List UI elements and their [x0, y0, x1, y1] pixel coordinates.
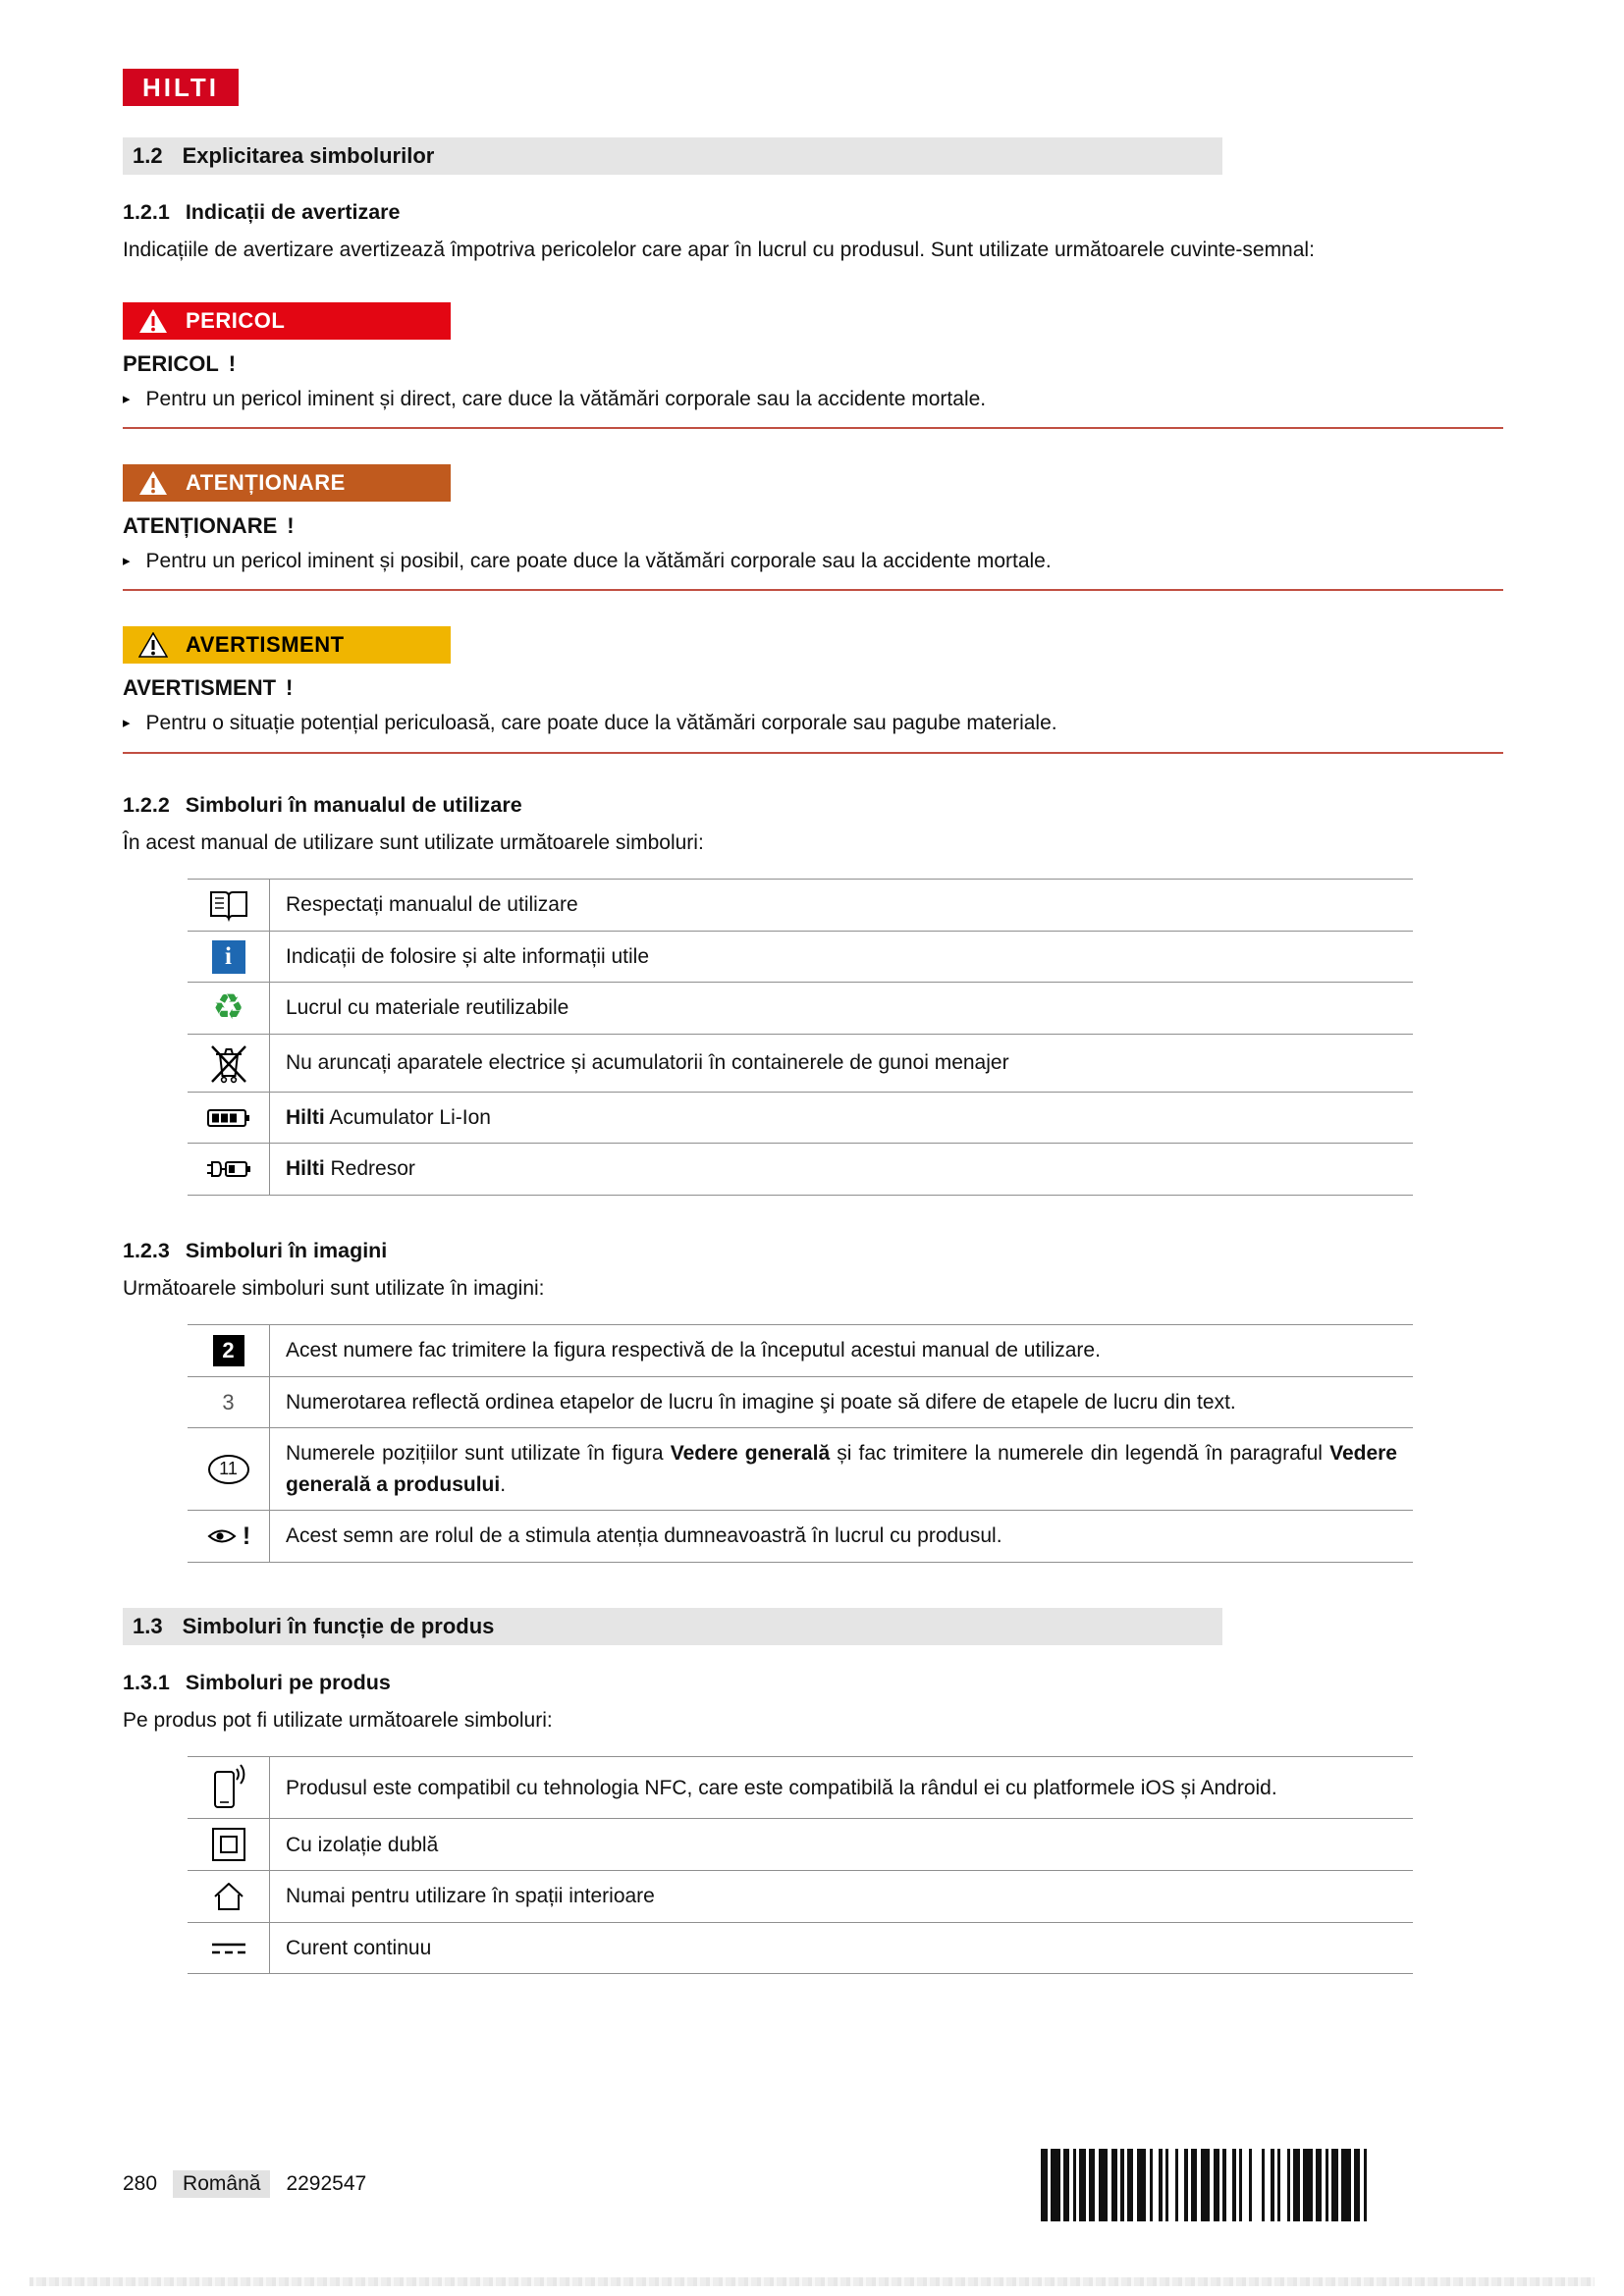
table-row: [188, 1871, 1413, 1923]
manual-symbols-table: [188, 879, 1413, 1196]
warning-triangle-icon: [138, 632, 168, 658]
symbol-description: Nu aruncați aparatele electrice și acumulatorii în containerele de gunoi menajer: [286, 1051, 1009, 1075]
warning-text: Pentru un pericol iminent și direct, care duce la vătămări corporale sau la accidente mortale.: [145, 387, 987, 410]
info-glyph: i: [225, 942, 232, 970]
table-row: [188, 880, 1413, 932]
page-number: 280: [123, 2172, 158, 2195]
symbol-description: Curent continuu: [286, 1936, 432, 1959]
figure-number-icon: [188, 1325, 270, 1376]
signal-word-line: [123, 351, 1503, 377]
table-row: [188, 1923, 1413, 1975]
section-number: 1.2.3: [123, 1238, 170, 1262]
section-title: Simboluri în funcție de produs: [182, 1613, 495, 1638]
bold-reference: Vedere generală: [670, 1442, 831, 1466]
symbol-description: Respectați manualul de utilizare: [286, 893, 578, 917]
step-number-icon: [188, 1377, 270, 1428]
section-title: Simboluri pe produs: [185, 1670, 391, 1694]
section-number: 1.2.1: [123, 200, 170, 224]
eye-excl: !: [242, 1522, 251, 1550]
warning-text-row: [123, 709, 1503, 753]
product-symbols-table: [188, 1756, 1413, 1974]
symbol-description: Acest numere fac trimitere la figura respectivă de la începutul acestui manual de utilizare.: [286, 1339, 1101, 1362]
battery-icon: [188, 1093, 270, 1144]
hilti-logo: [123, 69, 239, 106]
banner-label: AVERTISMENT: [186, 632, 345, 658]
symbol-text: Numerele pozițiilor sunt utilizate în figura: [286, 1442, 671, 1466]
section-heading-1-2-3: [123, 1239, 1503, 1263]
warning-text-row: [123, 385, 1503, 429]
section-heading-1-2-2: [123, 793, 1503, 818]
warning-triangle-icon: [138, 470, 168, 496]
page-edge-artifact: [29, 2277, 1595, 2286]
warning-block-atentionare: [123, 464, 1503, 591]
symbol-description: Acest semn are rolul de a stimula atenția dumneavoastră în lucrul cu produsul.: [286, 1524, 1002, 1548]
signal-excl: !: [287, 512, 295, 538]
symbol-description: Indicații de folosire și alte informații utile: [286, 944, 650, 968]
table-row: [188, 1819, 1413, 1871]
bullet-marker: ▸: [123, 390, 131, 407]
figure-number: 2: [213, 1335, 244, 1366]
section-heading-1-3-1: [123, 1671, 1503, 1695]
warning-text: Pentru o situație potențial periculoasă, care poate duce la vătămări corporale sau pagube materiale.: [145, 712, 1057, 735]
table-row: [188, 1035, 1413, 1093]
symbol-description: Numerotarea reflectă ordinea etapelor de lucru în imagine şi poate să difere de etapele de lucru din text.: [286, 1390, 1236, 1414]
table-row: [188, 983, 1413, 1035]
brand-bold: Hilti: [286, 1105, 325, 1129]
section-title: Indicații de avertizare: [185, 200, 401, 224]
signal-excl: !: [286, 675, 294, 701]
symbol-description: Produsul este compatibil cu tehnologia NFC, care este compatibilă la rândul ei cu platformele iOS și Android.: [286, 1776, 1277, 1799]
image-symbols-table: [188, 1324, 1413, 1563]
position-number: 11: [208, 1455, 249, 1484]
warning-triangle-icon: [138, 308, 168, 334]
signal-word-line: [123, 513, 1503, 539]
table-row: [188, 1093, 1413, 1145]
table-row: [188, 1325, 1413, 1377]
barcode: [1041, 2149, 1367, 2221]
symbol-description: Cu izolație dublă: [286, 1833, 439, 1856]
table-row: [188, 1144, 1413, 1196]
page-content: [123, 69, 1503, 1974]
section-title: Simboluri în imagini: [185, 1238, 388, 1262]
table-row: [188, 932, 1413, 984]
charger-icon: [188, 1144, 270, 1195]
info-icon: [188, 932, 270, 983]
signal-word: PERICOL: [123, 350, 219, 376]
hilti-logo-text: HILTI: [141, 72, 220, 102]
step-number: 3: [222, 1389, 235, 1415]
nfc-icon: [188, 1757, 270, 1818]
language-label: Română: [173, 2170, 270, 2198]
recycle-icon: [188, 983, 270, 1034]
symbol-text: Redresor: [324, 1157, 415, 1181]
section-title: Explicitarea simbolurilor: [182, 143, 435, 168]
symbol-description: Lucrul cu materiale reutilizabile: [286, 996, 569, 1020]
bullet-marker: ▸: [123, 552, 131, 569]
section-number: 1.3.1: [123, 1670, 170, 1694]
attention-eye-icon: [188, 1511, 270, 1562]
brand-bold: Hilti: [286, 1157, 325, 1181]
document-number: 2292547: [286, 2172, 367, 2195]
table-row: [188, 1428, 1413, 1511]
signal-word-line: [123, 675, 1503, 701]
signal-word: AVERTISMENT: [123, 675, 277, 701]
warning-block-avertisment: [123, 626, 1503, 753]
section-heading-1-2: [123, 137, 1222, 175]
bullet-marker: ▸: [123, 715, 131, 732]
table-row: [188, 1511, 1413, 1563]
symbol-description: [270, 1144, 1413, 1195]
section-title: Simboluri în manualul de utilizare: [185, 792, 522, 817]
weee-crossed-bin-icon: [188, 1035, 270, 1092]
banner-label: ATENȚIONARE: [186, 469, 346, 495]
intro-paragraph: Indicațiile de avertizare avertizează împotriva pericolelor care apar în lucrul cu produsul. Sunt utilizate următoarele cuvinte-semnal:: [123, 239, 1315, 261]
banner-label: PERICOL: [186, 307, 286, 333]
intro-paragraph: Pe produs pot fi utilizate următoarele simboluri:: [123, 1708, 553, 1732]
avertisment-banner: [123, 626, 451, 664]
section-number: 1.3: [133, 1613, 163, 1638]
warning-block-pericol: [123, 302, 1503, 429]
intro-paragraph: În acest manual de utilizare sunt utilizate următoarele simboluri:: [123, 830, 704, 854]
indoor-use-icon: [188, 1871, 270, 1922]
signal-excl: !: [228, 350, 237, 376]
page-footer: [123, 2170, 366, 2198]
position-number-icon: [188, 1428, 270, 1510]
symbol-text: .: [500, 1472, 507, 1496]
section-number: 1.2.2: [123, 792, 170, 817]
section-heading-1-3: [123, 1608, 1222, 1645]
section-heading-1-2-1: [123, 200, 1503, 225]
symbol-description: [270, 1093, 1413, 1144]
intro-paragraph: Următoarele simboluri sunt utilizate în imagini:: [123, 1276, 545, 1300]
symbol-description: [270, 1428, 1413, 1510]
atentionare-banner: [123, 464, 451, 502]
table-row: [188, 1757, 1413, 1819]
warning-text-row: [123, 547, 1503, 591]
pericol-banner: [123, 302, 451, 340]
symbol-text: și fac trimitere la numerele din legendă în paragraful: [830, 1442, 1330, 1466]
section-number: 1.2: [133, 143, 163, 168]
signal-word: ATENȚIONARE: [123, 512, 278, 538]
recycle-glyph: ♻: [212, 988, 244, 1029]
double-insulation-icon: [188, 1819, 270, 1870]
symbol-text: Acumulator Li-Ion: [324, 1105, 491, 1129]
dc-current-icon: [188, 1923, 270, 1974]
manual-icon: [188, 880, 270, 931]
table-row: [188, 1377, 1413, 1429]
symbol-description: Numai pentru utilizare în spații interioare: [286, 1885, 655, 1908]
bold-reference: Vedere generală a produsului: [286, 1442, 1397, 1496]
warning-text: Pentru un pericol iminent și posibil, care poate duce la vătămări corporale sau la accidente mortale.: [145, 549, 1052, 572]
